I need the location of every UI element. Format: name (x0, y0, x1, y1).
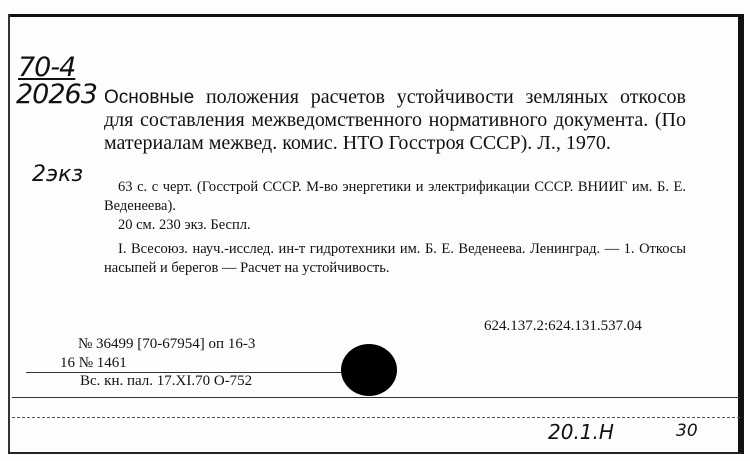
extent-line: 63 с. с черт. (Госстрой СССР. М-во энергетики и электрификации СССР. ВНИИГ им. Б. Е. Веденеева). (104, 179, 686, 214)
handwritten-copy-mark: 2экз (32, 162, 84, 187)
registration-subnumber: 16 № 1461 (60, 355, 127, 371)
card-bottom-border (8, 452, 742, 454)
size-edition-line: 20 см. 230 экз. Беспл. (118, 217, 251, 233)
title-rest: положения расчетов устойчивости земляных откосов для составления межведомственного нормативного документа. (По материалам межвед. комис. НТО Госстроя СССР). Л., 1970. (104, 86, 686, 154)
card-right-border (738, 14, 744, 454)
tracing-text: I. Всесоюз. науч.-исслед. ин-т гидротехники им. Б. Е. Веденеева. Ленинград. — 1. Откосы насыпей и берегов — Расчет на устойчивость. (104, 241, 686, 276)
card-left-border (8, 14, 10, 454)
handwritten-inventory-number: 20263 (16, 79, 97, 110)
punch-hole (341, 344, 397, 396)
subject-tracing (104, 240, 686, 278)
chamber-date-line: Вс. кн. пал. 17.XI.70 О-752 (80, 373, 253, 389)
divider-line (12, 397, 740, 398)
title-first-word: Основные (104, 87, 195, 108)
udc-code: 624.137.2:624.131.537.04 (484, 318, 642, 334)
registration-number: № 36499 [70-67954] оп 16-3 (78, 336, 256, 352)
publication-details (104, 178, 686, 235)
dashed-divider-line (12, 417, 740, 419)
handwritten-bottom-number: 30 (676, 421, 698, 441)
card-top-border (8, 14, 742, 17)
handwritten-shelf-code: 70-4 (18, 52, 76, 83)
card-title (104, 86, 686, 155)
handwritten-bottom-note: 20.1.Н (548, 420, 614, 444)
